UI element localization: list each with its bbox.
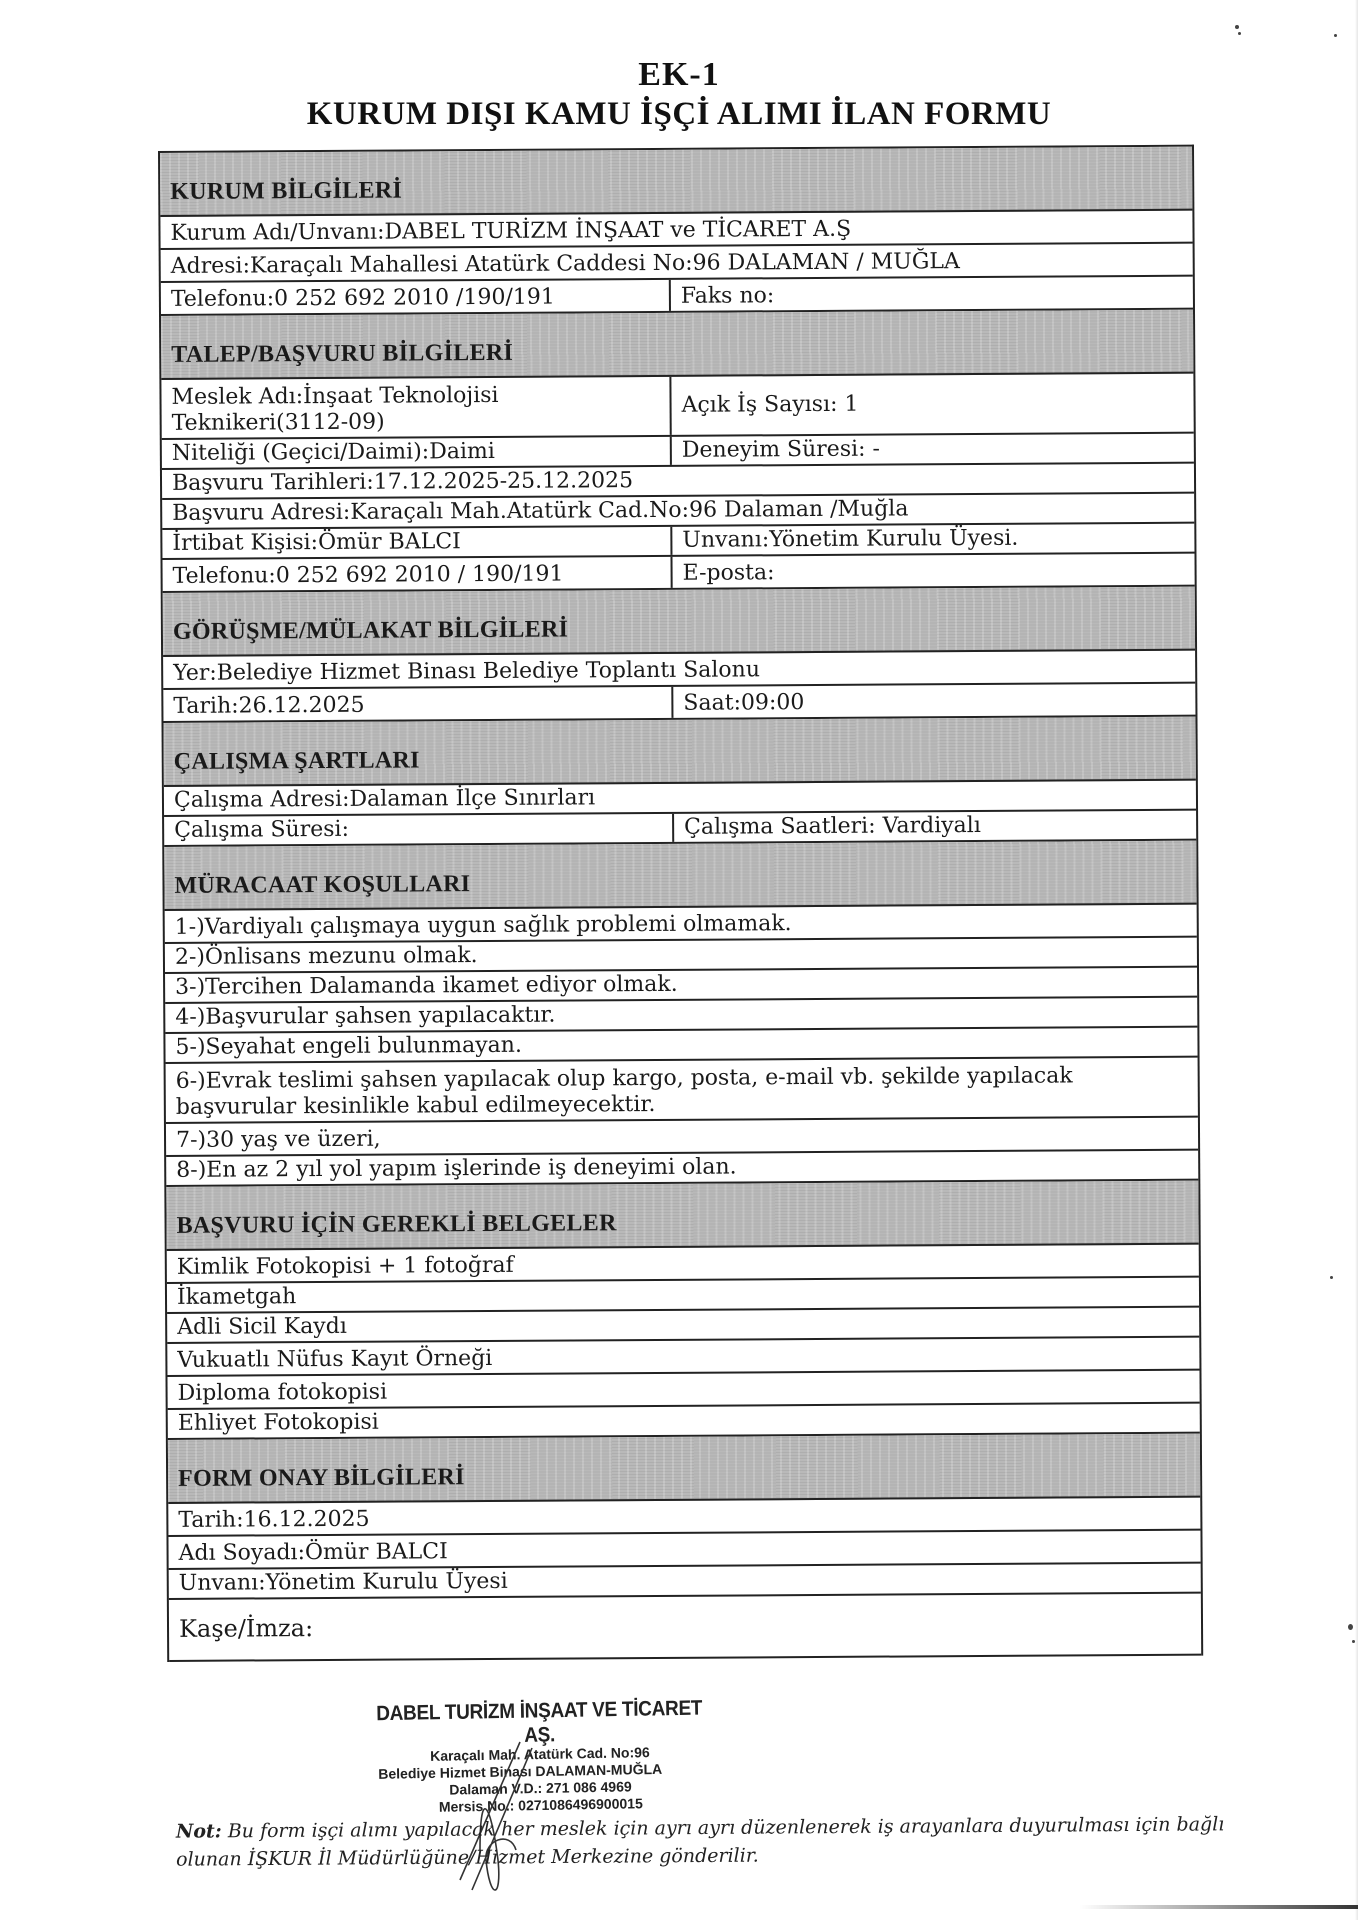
section-title: BAŞVURU İÇİN GEREKLİ BELGELER bbox=[176, 1210, 617, 1240]
document-item: Adli Sicil Kaydı bbox=[177, 1313, 347, 1340]
section-title: FORM ONAY BİLGİLERİ bbox=[178, 1464, 465, 1493]
section-header-muracaat bbox=[164, 841, 1196, 911]
section-title: ÇALIŞMA ŞARTLARI bbox=[173, 747, 420, 776]
section-header-calisma bbox=[163, 717, 1195, 787]
scan-speck bbox=[1352, 1640, 1355, 1643]
stamp-mersis-no: Mersis No.: 0271086496900015 bbox=[438, 1795, 643, 1815]
work-hours: Çalışma Saatleri: Vardiyalı bbox=[684, 812, 981, 840]
document-item: Diploma fotokopisi bbox=[177, 1379, 388, 1406]
section-header-onay bbox=[168, 1434, 1200, 1504]
job-posting-form bbox=[158, 145, 1203, 1662]
condition-item: 1-)Vardiyalı çalışmaya uygun sağlık problemi olmamak. bbox=[174, 910, 792, 940]
application-dates: Başvuru Tarihleri:17.12.2025-25.12.2025 bbox=[171, 467, 634, 496]
scan-speck bbox=[1235, 25, 1239, 29]
document-item: İkametgah bbox=[176, 1283, 297, 1310]
occupation-name bbox=[161, 377, 671, 438]
interview-date: Tarih:26.12.2025 bbox=[163, 687, 673, 721]
occupation-line-1: Meslek Adı:İnşaat Teknolojisi bbox=[171, 383, 499, 411]
institution-phone: Telefonu:0 252 692 2010 /190/191 bbox=[161, 280, 671, 314]
condition-item: 3-)Tercihen Dalamanda ikamet ediyor olmak. bbox=[175, 971, 678, 1000]
section-title: MÜRACAAT KOŞULLARI bbox=[174, 871, 471, 900]
section-title: TALEP/BAŞVURU BİLGİLERİ bbox=[171, 340, 514, 369]
stamp-tax-office: Dalaman V.D.: 271 086 4969 bbox=[449, 1778, 632, 1798]
section-header-belgeler bbox=[166, 1181, 1198, 1251]
stamp-signature-row bbox=[169, 1594, 1201, 1662]
footnote-label: Not: bbox=[175, 1820, 222, 1843]
institution-name: Kurum Adı/Unvanı:DABEL TURİZM İNŞAAT ve TİCARET A.Ş bbox=[170, 216, 852, 246]
form-title: KURUM DIŞI KAMU İŞÇİ ALIMI İLAN FORMU bbox=[306, 96, 1052, 132]
scan-speck bbox=[1238, 32, 1241, 35]
condition-item: 7-)30 yaş ve üzeri, bbox=[175, 1126, 381, 1153]
condition-row bbox=[166, 1058, 1198, 1124]
approver-name: Adı Soyadı:Ömür BALCI bbox=[178, 1538, 448, 1566]
stamp-signature-label: Kaşe/İmza: bbox=[178, 1614, 314, 1644]
experience-duration: Deneyim Süresi: - bbox=[681, 436, 881, 463]
work-duration: Çalışma Süresi: bbox=[164, 814, 674, 845]
annex-label: EK-1 bbox=[638, 56, 720, 93]
condition-item: 4-)Başvurular şahsen yapılacaktır. bbox=[175, 1002, 556, 1030]
section-title: GÖRÜŞME/MÜLAKAT BİLGİLERİ bbox=[172, 616, 569, 646]
open-positions: Açık İş Sayısı: 1 bbox=[681, 392, 859, 419]
document-item: Kimlik Fotokopisi + 1 fotoğraf bbox=[176, 1252, 514, 1280]
section-header-talep bbox=[161, 310, 1193, 380]
section-header-kurum bbox=[160, 147, 1192, 217]
work-address: Çalışma Adresi:Dalaman İlçe Sınırları bbox=[173, 785, 596, 813]
contact-email: E-posta: bbox=[682, 559, 775, 586]
section-title: KURUM BİLGİLERİ bbox=[170, 177, 403, 206]
condition-item: 2-)Önlisans mezunu olmak. bbox=[174, 942, 478, 970]
document-item: Vukuatlı Nüfus Kayıt Örneği bbox=[177, 1345, 493, 1373]
scan-speck bbox=[1348, 1624, 1353, 1630]
condition-item bbox=[166, 1058, 1198, 1122]
institution-address: Adresi:Karaçalı Mahallesi Atatürk Caddesi No:96 DALAMAN / MUĞLA bbox=[170, 248, 960, 279]
condition-item: 8-)En az 2 yıl yol yapım işlerinde iş deneyimi olan. bbox=[176, 1154, 737, 1183]
contact-person: İrtibat Kişisi:Ömür BALCI bbox=[162, 527, 672, 558]
institution-fax: Faks no: bbox=[680, 282, 775, 309]
form-row bbox=[161, 374, 1193, 440]
approval-date: Tarih:16.12.2025 bbox=[178, 1506, 370, 1533]
footnote bbox=[176, 1810, 1226, 1873]
scan-artifact-line bbox=[1080, 1905, 1358, 1909]
section-header-gorusme bbox=[163, 587, 1195, 657]
contact-phone: Telefonu:0 252 692 2010 / 190/191 bbox=[162, 557, 672, 591]
application-address: Başvuru Adresi:Karaçalı Mah.Atatürk Cad.No:96 Dalaman /Muğla bbox=[172, 496, 909, 526]
condition-line-1: 6-)Evrak teslimi şahsen yapılacak olup kargo, posta, e-mail vb. şekilde yapılacak bbox=[175, 1063, 1073, 1095]
stamp-company-name: DABEL TURİZM İNŞAAT VE TİCARET AŞ. bbox=[376, 1696, 703, 1748]
stamp-building: Belediye Hizmet Binası DALAMAN-MUĞLA bbox=[378, 1760, 663, 1782]
condition-line-2: başvurular kesinlikle kabul edilmeyecektir. bbox=[175, 1091, 656, 1120]
document-item: Ehliyet Fotokopisi bbox=[177, 1409, 379, 1436]
interview-time: Saat:09:00 bbox=[683, 689, 805, 716]
approver-title: Unvanı:Yönetim Kurulu Üyesi bbox=[178, 1568, 508, 1596]
job-nature: Niteliği (Geçici/Daimi):Daimi bbox=[162, 437, 672, 468]
contact-title: Unvanı:Yönetim Kurulu Üyesi. bbox=[682, 525, 1019, 553]
stamp-address: Karaçalı Mah. Atatürk Cad. No:96 bbox=[429, 1744, 650, 1764]
scan-speck bbox=[1330, 1276, 1333, 1279]
scan-speck bbox=[1334, 34, 1337, 37]
footnote-line-2: olunan İŞKUR İl Müdürlüğüne/Hizmet Merkezine gönderilir. bbox=[176, 1844, 759, 1871]
condition-item: 5-)Seyahat engeli bulunmayan. bbox=[175, 1032, 522, 1060]
occupation-line-2: Teknikeri(3112-09) bbox=[171, 409, 385, 436]
footnote-text-1: Bu form işçi alımı yapılacak her meslek için ayrı ayrı düzenlenerek iş arayanlara duyurulması için bağlı bbox=[221, 1813, 1225, 1843]
interview-place: Yer:Belediye Hizmet Binası Belediye Toplantı Salonu bbox=[173, 657, 761, 686]
